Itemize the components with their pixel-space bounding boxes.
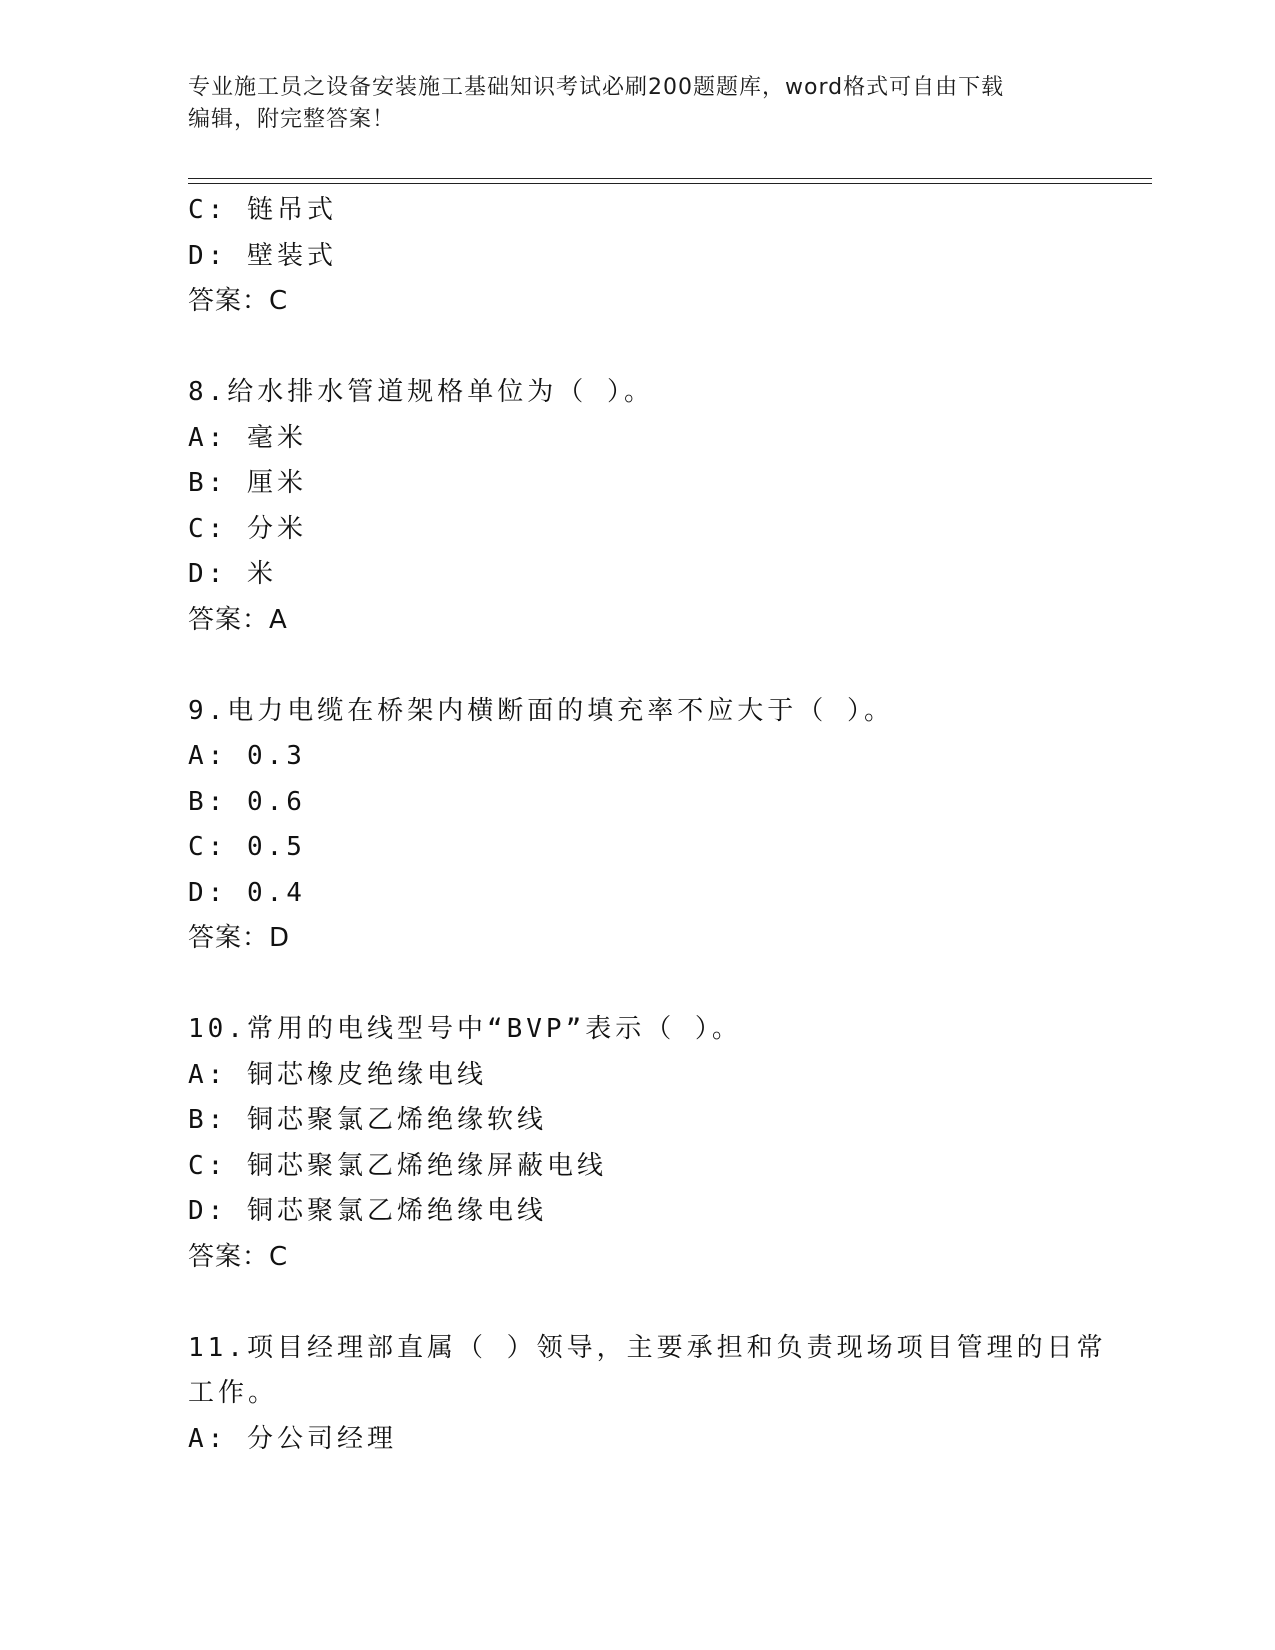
spacer xyxy=(188,1280,1088,1326)
spacer xyxy=(188,643,1088,689)
question-stem: 10.常用的电线型号中“BVP”表示（ ）。 xyxy=(188,1014,742,1044)
question-stem-line-2: 工作。 xyxy=(188,1378,279,1408)
option-d: D: 铜芯聚氯乙烯绝缘电线 xyxy=(188,1196,547,1226)
option-b: B: 铜芯聚氯乙烯绝缘软线 xyxy=(188,1105,547,1135)
header-line-1: 专业施工员之设备安装施工基础知识考试必刷200题题库，word格式可自由下载 xyxy=(188,75,1005,100)
question-carryover xyxy=(188,188,1088,325)
option-a: A: 毫米 xyxy=(188,422,307,453)
question-9 xyxy=(188,689,1088,962)
header-divider-top xyxy=(188,178,1152,179)
answer-line: 答案：D xyxy=(188,923,291,953)
option-d: D: 0.4 xyxy=(188,877,306,908)
answer-line: 答案：A xyxy=(188,604,288,635)
question-11 xyxy=(188,1326,1107,1463)
header-line-2: 编辑，附完整答案！ xyxy=(188,107,396,132)
option-c: C: 0.5 xyxy=(188,832,306,862)
option-a: A: 分公司经理 xyxy=(188,1423,397,1454)
header-divider-bottom xyxy=(188,183,1152,184)
document-header xyxy=(188,72,1068,136)
option-d: D: 壁装式 xyxy=(188,240,337,271)
option-a: A: 铜芯橡皮绝缘电线 xyxy=(188,1059,487,1090)
answer-line: 答案：C xyxy=(188,286,289,316)
question-stem: 8.给水排水管道规格单位为（ ）。 xyxy=(188,377,654,407)
option-a: A: 0.3 xyxy=(188,741,306,771)
question-10 xyxy=(188,1007,1088,1280)
question-8 xyxy=(188,370,1088,643)
question-list xyxy=(188,188,1107,1462)
question-stem: 9.电力电缆在桥架内横断面的填充率不应大于（ ）。 xyxy=(188,695,894,726)
spacer xyxy=(188,962,1088,1008)
option-b: B: 厘米 xyxy=(188,468,307,498)
option-c: C: 分米 xyxy=(188,513,307,544)
option-c: C: 链吊式 xyxy=(188,195,337,225)
spacer xyxy=(188,325,1088,371)
option-d: D: 米 xyxy=(188,559,277,589)
answer-line: 答案：C xyxy=(188,1241,289,1272)
option-b: B: 0.6 xyxy=(188,786,306,817)
option-c: C: 铜芯聚氯乙烯绝缘屏蔽电线 xyxy=(188,1150,607,1181)
question-stem-line-1: 11.项目经理部直属（ ）领导，主要承担和负责现场项目管理的日常 xyxy=(188,1332,1107,1363)
